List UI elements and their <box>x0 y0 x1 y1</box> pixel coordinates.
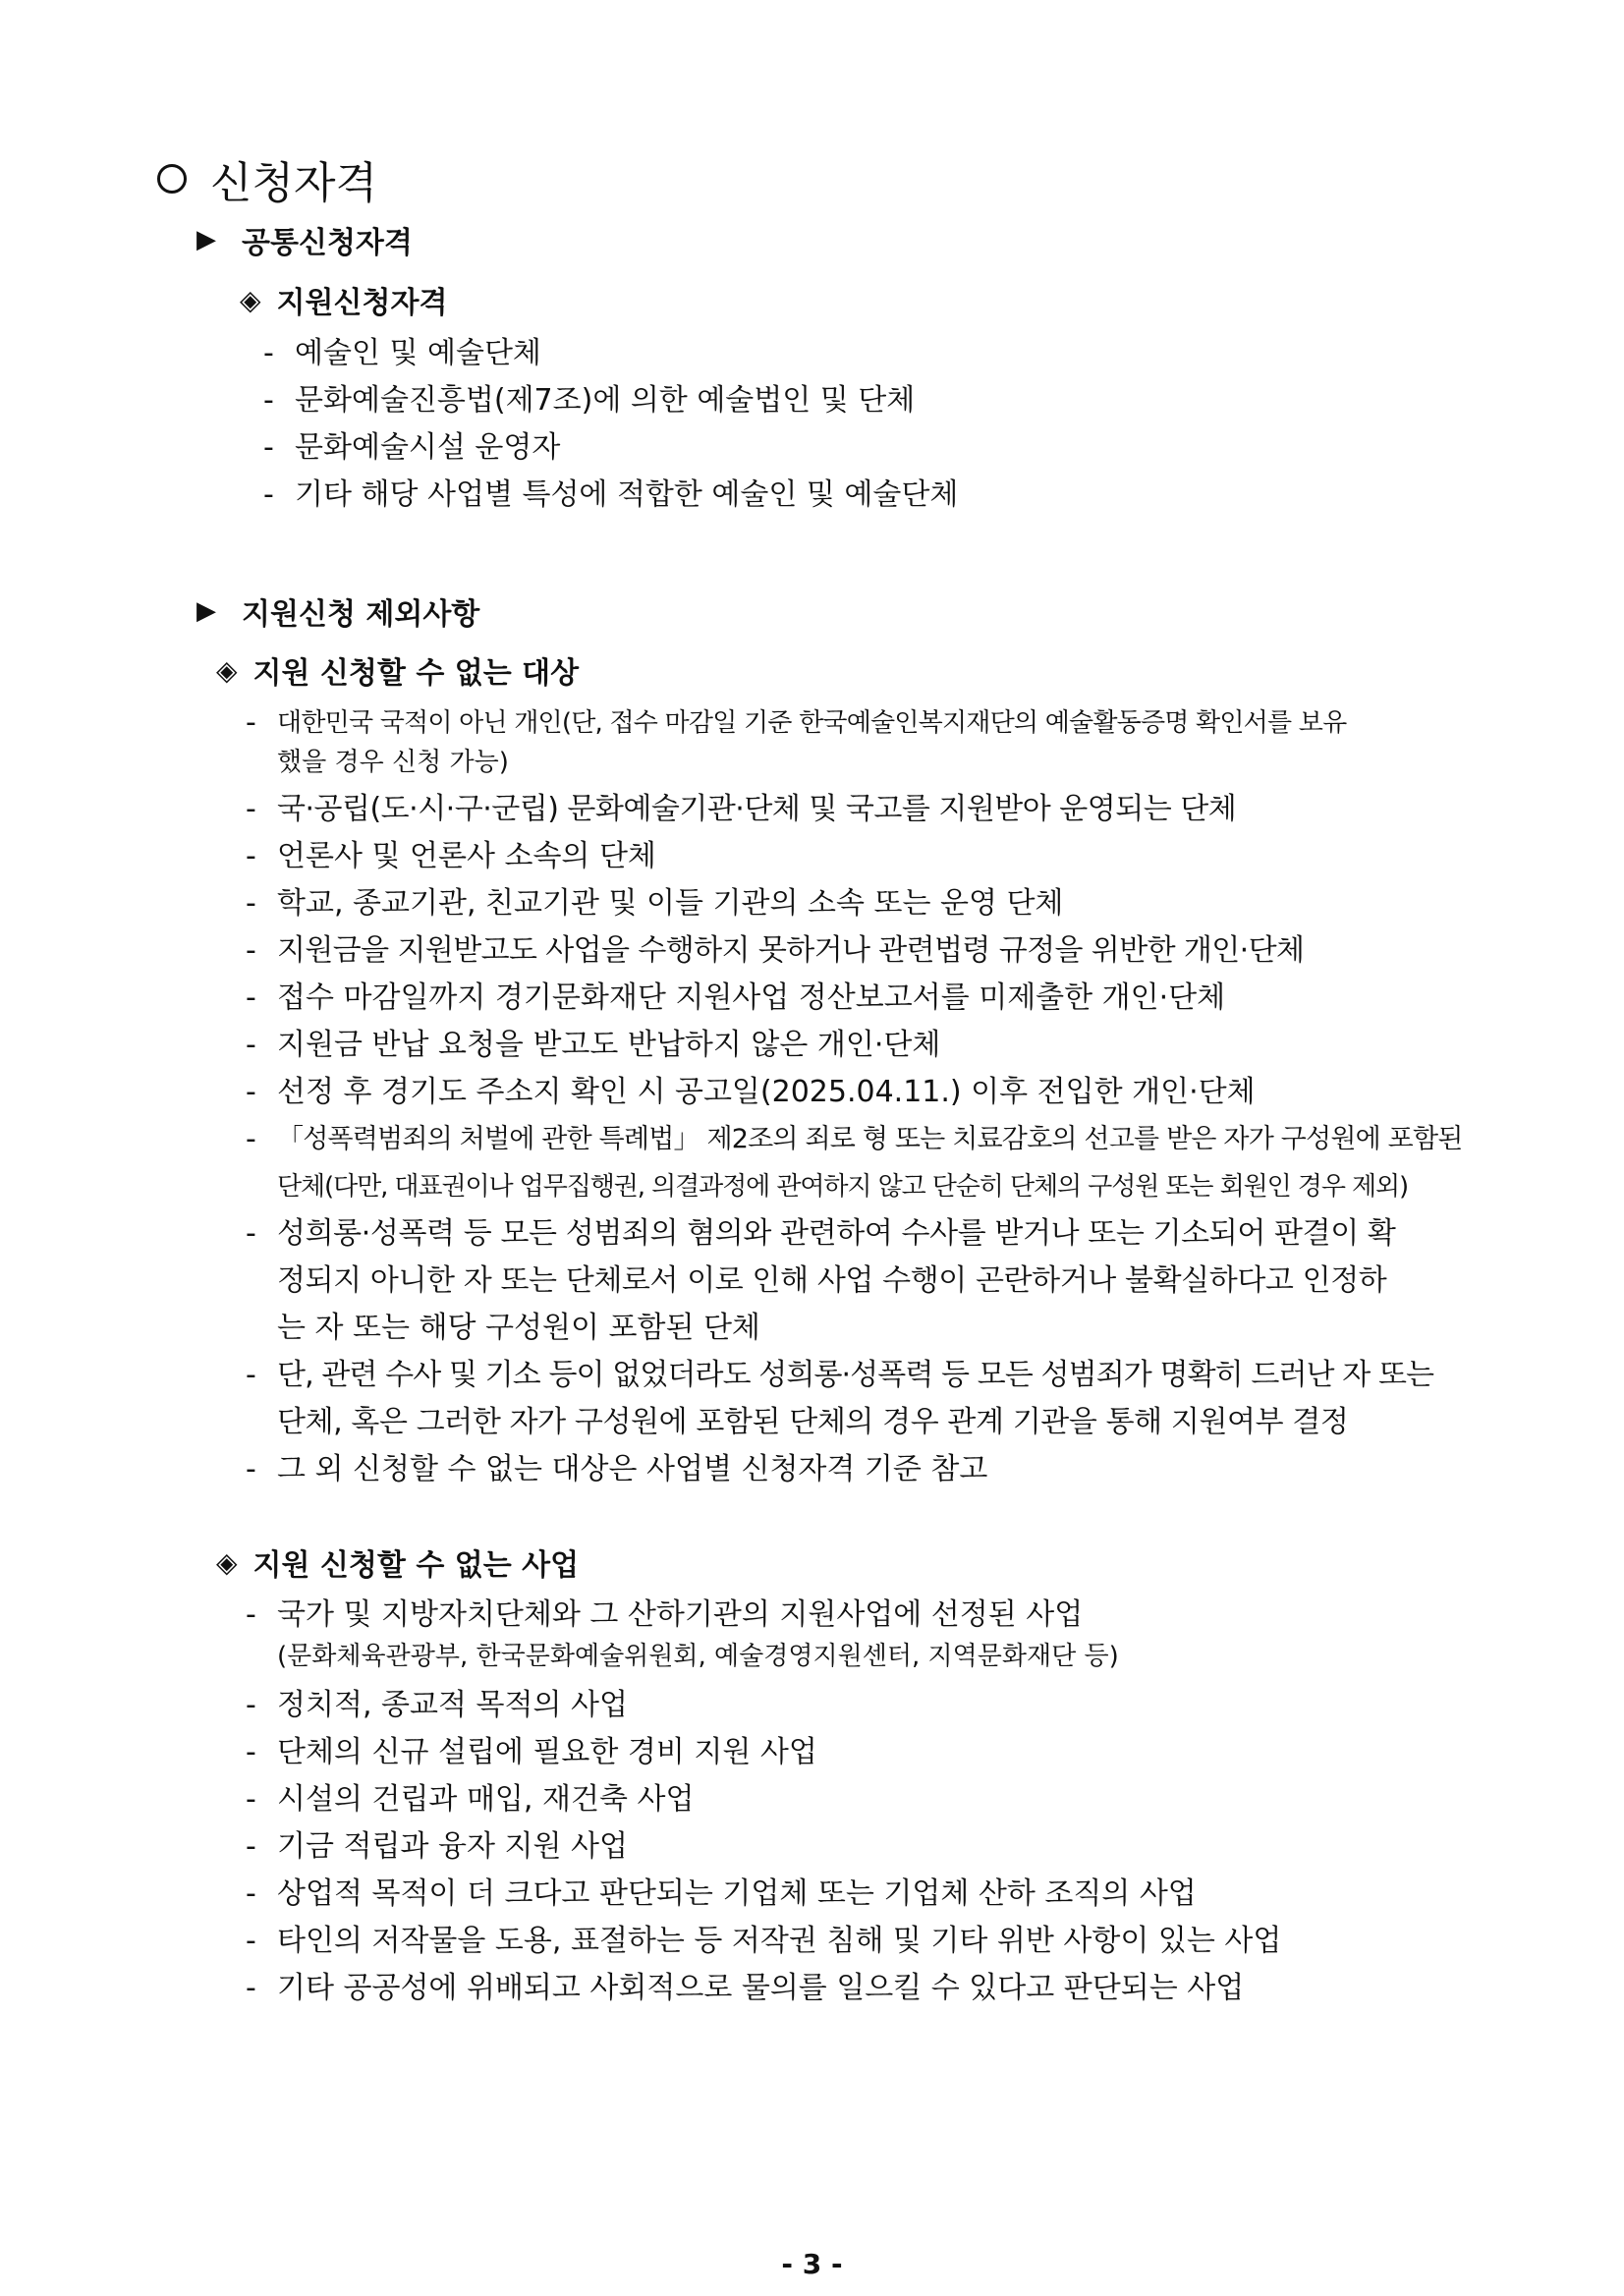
list-item: - 지원금 반납 요청을 받고도 반납하지 않은 개인·단체 <box>246 1028 941 1062</box>
list-item: - 「성폭력범죄의 처벌에 관한 특례법」 제2조의 죄로 형 또는 치료감호의 선고를 받은 자가 구성원에 포함된 <box>246 1122 1463 1156</box>
common-subheading <box>240 278 447 321</box>
list-item: - 국·공립(도·시·구·군립) 문화예술기관·단체 및 국고를 지원받아 운영되는 단체 <box>246 792 1237 826</box>
list-item: - 그 외 신청할 수 없는 대상은 사업별 신청자격 기준 참고 <box>246 1452 988 1486</box>
common-heading <box>196 218 413 261</box>
triangle-bullet-icon: ▶ <box>196 596 216 626</box>
list-item: - 학교, 종교기관, 친교기관 및 이들 기관의 소속 또는 운영 단체 <box>246 886 1064 921</box>
targets-heading-text: 지원 신청할 수 없는 대상 <box>252 656 580 691</box>
list-item: - 접수 마감일까지 경기문화재단 지원사업 정산보고서를 미제출한 개인·단체 <box>246 980 1226 1015</box>
list-item: - 언론사 및 언론사 소속의 단체 <box>246 839 656 873</box>
page-number: - 3 - <box>781 2248 843 2280</box>
diamond-bullet-icon: ◈ <box>216 653 238 687</box>
diamond-bullet-icon: ◈ <box>216 1545 238 1579</box>
list-item: - 기금 적립과 융자 지원 사업 <box>246 1829 628 1864</box>
list-item: - 국가 및 지방자치단체와 그 산하기관의 지원사업에 선정된 사업 <box>246 1597 1084 1632</box>
diamond-bullet-icon: ◈ <box>240 283 261 316</box>
list-item: - 기타 공공성에 위배되고 사회적으로 물의를 일으킬 수 있다고 판단되는 사업 <box>246 1971 1245 2005</box>
exclusions-heading <box>196 589 479 633</box>
list-item: - 선정 후 경기도 주소지 확인 시 공고일(2025.04.11.) 이후 전입한 개인·단체 <box>246 1075 1256 1109</box>
list-item-continued: 는 자 또는 해당 구성원이 포함된 단체 <box>277 1311 760 1345</box>
list-item: - 문화예술시설 운영자 <box>263 430 561 465</box>
triangle-bullet-icon: ▶ <box>196 225 216 254</box>
list-item: - 대한민국 국적이 아닌 개인(단, 접수 마감일 기준 한국예술인복지재단의 예술활동증명 확인서를 보유 <box>246 705 1347 740</box>
list-item: - 시설의 건립과 매입, 재건축 사업 <box>246 1782 695 1817</box>
projects-heading <box>216 1540 579 1584</box>
section-title-text: 신청자격 <box>210 158 378 208</box>
list-item: - 기타 해당 사업별 특성에 적합한 예술인 및 예술단체 <box>263 477 959 512</box>
section-title <box>157 147 377 210</box>
list-item: - 타인의 저작물을 도용, 표절하는 등 저작권 침해 및 기타 위반 사항이 있는 사업 <box>246 1924 1282 1958</box>
targets-heading <box>216 648 579 692</box>
list-item: - 성희롱·성폭력 등 모든 성범죄의 혐의와 관련하여 수사를 받거나 또는 기소되어 판결이 확 <box>246 1216 1396 1251</box>
list-item: - 지원금을 지원받고도 사업을 수행하지 못하거나 관련법령 규정을 위반한 개인·단체 <box>246 933 1305 968</box>
list-item: - 예술인 및 예술단체 <box>263 336 541 370</box>
list-item-continued: 단체(다만, 대표권이나 업무집행권, 의결과정에 관여하지 않고 단순히 단체의 구성원 또는 회원인 경우 제외) <box>277 1172 1409 1202</box>
list-item-continued: 단체, 혹은 그러한 자가 구성원에 포함된 단체의 경우 관계 기관을 통해 지원여부 결정 <box>277 1405 1349 1439</box>
list-item-continued: (문화체육관광부, 한국문화예술위원회, 예술경영지원센터, 지역문화재단 등) <box>277 1642 1119 1671</box>
projects-heading-text: 지원 신청할 수 없는 사업 <box>252 1548 580 1583</box>
list-item: - 단체의 신규 설립에 필요한 경비 지원 사업 <box>246 1735 817 1769</box>
list-item-continued: 정되지 아니한 자 또는 단체로서 이로 인해 사업 수행이 곤란하거나 불확실하다고 인정하 <box>277 1263 1387 1298</box>
exclusions-heading-text: 지원신청 제외사항 <box>242 597 480 632</box>
list-item: - 정치적, 종교적 목적의 사업 <box>246 1688 628 1722</box>
common-subheading-text: 지원신청자격 <box>276 286 448 320</box>
list-item: - 상업적 목적이 더 크다고 판단되는 기업체 또는 기업체 산하 조직의 사업 <box>246 1876 1197 1911</box>
circle-bullet-icon <box>157 164 187 194</box>
list-item: - 단, 관련 수사 및 기소 등이 없었더라도 성희롱·성폭력 등 모든 성범죄가 명확히 드러난 자 또는 <box>246 1358 1434 1392</box>
common-heading-text: 공통신청자격 <box>242 226 413 260</box>
list-item: - 문화예술진흥법(제7조)에 의한 예술법인 및 단체 <box>263 383 916 418</box>
list-item-continued: 했을 경우 신청 가능) <box>277 748 509 777</box>
common-items <box>263 330 1442 519</box>
